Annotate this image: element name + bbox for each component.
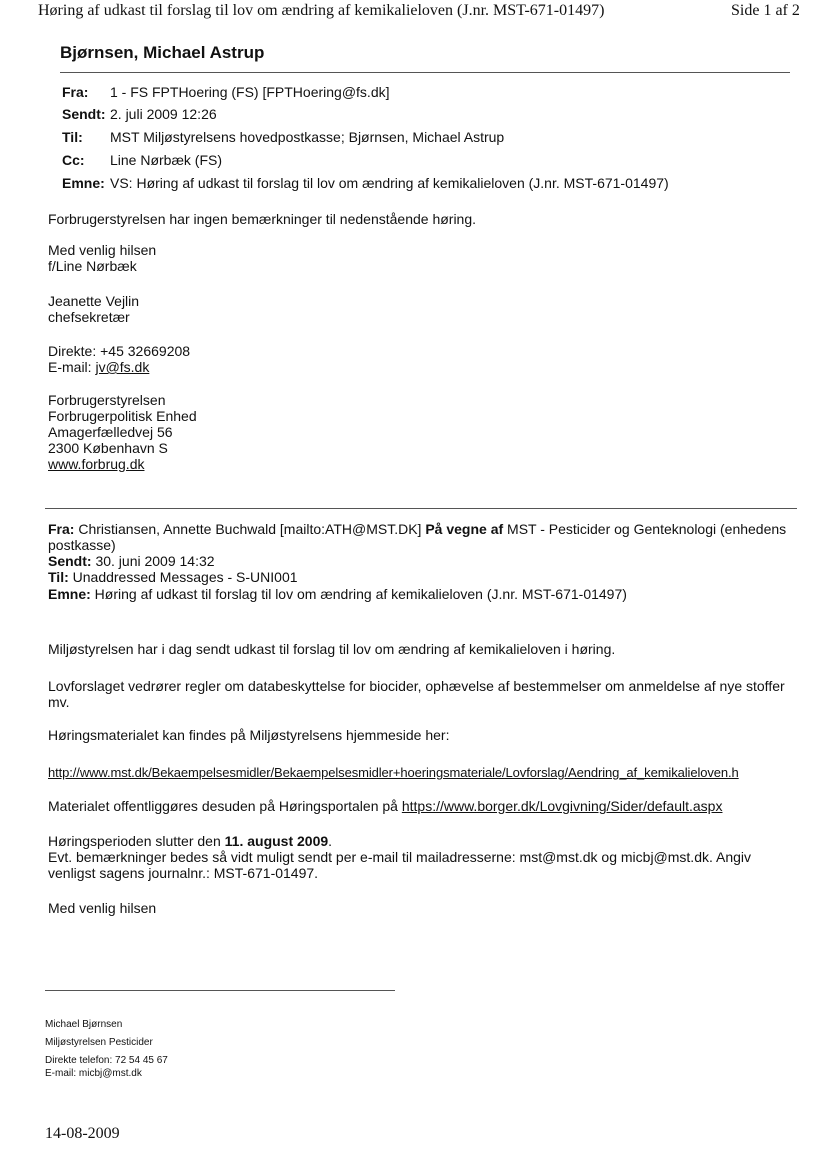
org-line: Amagerfælledvej 56 (48, 424, 173, 440)
email1-intro: Forbrugerstyrelsen har ingen bemærkninger til nedenstående høring. (48, 211, 477, 227)
header-from-value: 1 - FS FPTHoering (FS) [FPTHoering@fs.dk] (110, 84, 390, 100)
email2-sent-label: Sendt: (48, 553, 92, 569)
header-subject (62, 175, 669, 191)
email2-behalf-label: På vegne af (425, 521, 504, 537)
email2-body-6a: Evt. bemærkninger bedes så vidt muligt sendt per e-mail til mailadresserne: mst@mst.dk og micbj@mst.dk. Angiv (48, 849, 752, 865)
email2-closing: Med venlig hilsen (48, 900, 157, 916)
email2-sent-value: 30. juni 2009 14:32 (91, 553, 215, 569)
header-from-label: Fra: (62, 84, 89, 100)
email2-from (48, 522, 786, 537)
hearing-material-link[interactable]: http://www.mst.dk/Bekaempelsesmidler/Bekaempelsesmidler+hoeringsmateriale/Lovforslag/Aendring_af_kemikalieloven.h (48, 765, 739, 780)
signer-title: chefsekretær (48, 309, 130, 325)
email2-to-value: Unaddressed Messages - S-UNI001 (68, 569, 298, 585)
divider (60, 72, 790, 73)
email2-body-5 (48, 834, 332, 849)
signer-email (48, 360, 149, 375)
email2-to-label: Til: (48, 569, 69, 585)
print-header-page: Side 1 af 2 (731, 2, 800, 19)
signer-email-link[interactable]: jv@fs.dk (95, 359, 150, 375)
email2-body-5-suffix: . (328, 833, 333, 849)
email2-body-3: Høringsmaterialet kan findes på Miljøstyrelsens hjemmeside her: (48, 727, 450, 743)
sig-name: Michael Bjørnsen (45, 1019, 123, 1030)
hearing-portal-link[interactable]: https://www.borger.dk/Lovgivning/Sider/default.aspx (401, 798, 723, 814)
org-line: Forbrugerstyrelsen (48, 392, 166, 408)
header-subject-label: Emne: (62, 175, 105, 191)
email2-from-label: Fra: (48, 521, 75, 537)
signer-phone: Direkte: +45 32669208 (48, 343, 191, 359)
website-link[interactable]: www.forbrug.dk (48, 456, 145, 472)
header-to (62, 129, 504, 145)
header-sent-value: 2. juli 2009 12:26 (110, 106, 217, 122)
email2-behalf-value: MST - Pesticider og Genteknologi (enhedens (503, 521, 787, 537)
email1-on-behalf: f/Line Nørbæk (48, 258, 137, 274)
email2-sent (48, 554, 215, 569)
signer-name: Jeanette Vejlin (48, 293, 140, 309)
header-cc-value: Line Nørbæk (FS) (110, 152, 223, 168)
print-date: 14-08-2009 (45, 1125, 120, 1142)
email2-body-5-text: Høringsperioden slutter den (48, 833, 225, 849)
email2-to (48, 570, 298, 585)
email2-from-value: Christiansen, Annette Buchwald [mailto:ATH@MST.DK] (74, 521, 426, 537)
email2-body-4-text: Materialet offentliggøres desuden på Høringsportalen på (48, 798, 402, 814)
email2-body-2a: Lovforslaget vedrører regler om databeskyttelse for biocider, ophævelse af bestemmelser om anmeldelse af nye stoffer (48, 678, 785, 694)
email2-body-1: Miljøstyrelsen har i dag sendt udkast til forslag til lov om ændring af kemikalieloven i høring. (48, 641, 616, 657)
signer-email-label: E-mail: (48, 359, 96, 375)
email2-subject (48, 587, 627, 602)
org-line: 2300 København S (48, 440, 168, 456)
divider (45, 508, 797, 509)
org-line: Forbrugerpolitisk Enhed (48, 408, 197, 424)
header-cc (62, 152, 222, 168)
signature-divider (45, 990, 395, 991)
deadline-date: 11. august 2009 (224, 833, 329, 849)
sig-phone: Direkte telefon: 72 54 45 67 (45, 1055, 168, 1066)
header-to-value: MST Miljøstyrelsens hovedpostkasse; Bjørnsen, Michael Astrup (110, 129, 505, 145)
header-from (62, 84, 390, 100)
header-sent (62, 106, 217, 122)
email2-body-2b: mv. (48, 694, 70, 710)
email2-body-6b: venligst sagens journalnr.: MST-671-01497. (48, 865, 319, 881)
email2-subject-value: Høring af udkast til forslag til lov om ændring af kemikalieloven (J.nr. MST-671-01497) (90, 586, 627, 602)
header-subject-value: VS: Høring af udkast til forslag til lov om ændring af kemikalieloven (J.nr. MST-671-01497) (110, 175, 669, 191)
sender-name: Bjørnsen, Michael Astrup (60, 43, 265, 62)
email2-subject-label: Emne: (48, 586, 91, 602)
header-to-label: Til: (62, 129, 83, 145)
sig-email: E-mail: micbj@mst.dk (45, 1068, 142, 1079)
header-cc-label: Cc: (62, 152, 85, 168)
header-sent-label: Sendt: (62, 106, 106, 122)
print-header-title: Høring af udkast til forslag til lov om ændring af kemikalieloven (J.nr. MST-671-01497) (38, 2, 605, 19)
email2-behalf-cont: postkasse) (48, 537, 116, 553)
email1-greeting: Med venlig hilsen (48, 242, 157, 258)
email2-body-4 (48, 799, 722, 814)
sig-org: Miljøstyrelsen Pesticider (45, 1037, 153, 1048)
